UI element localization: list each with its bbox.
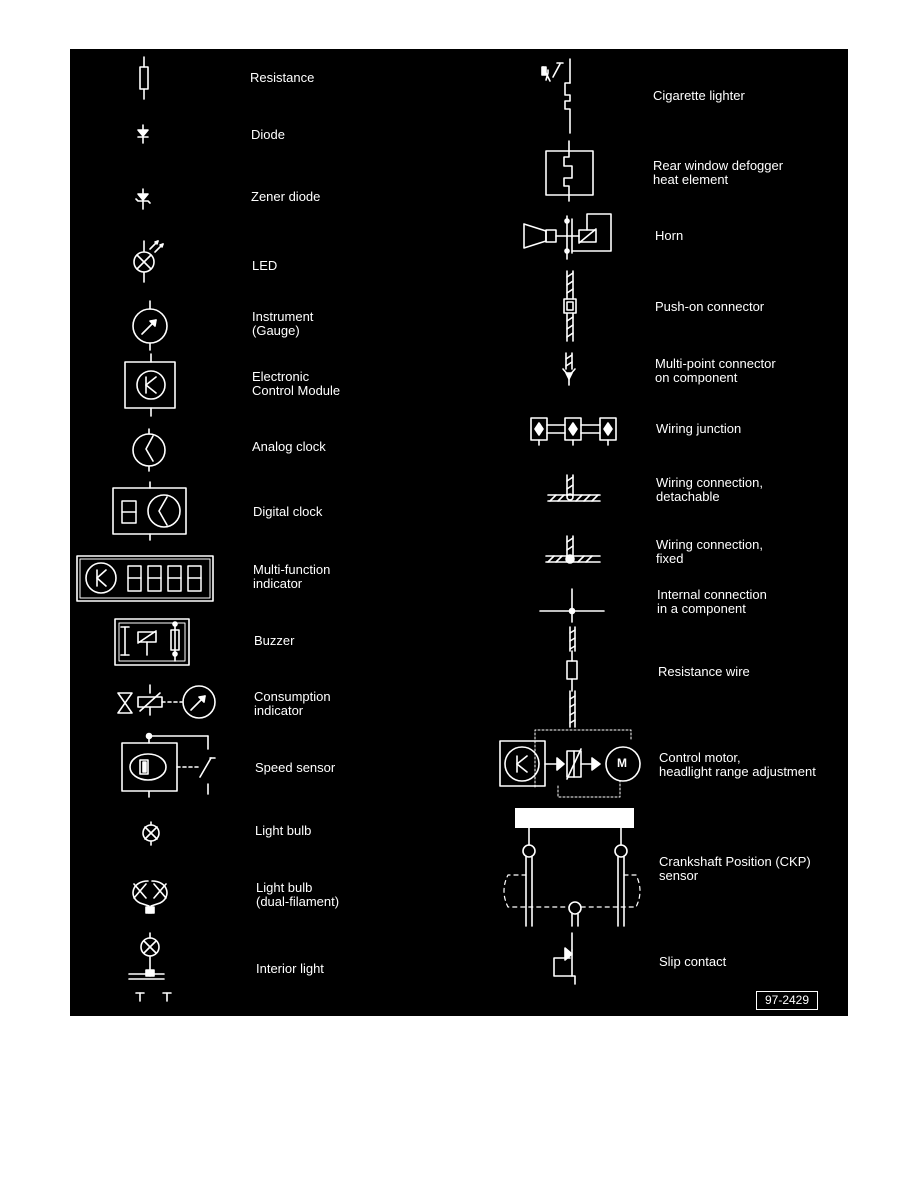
- digital-clock-symbol: [113, 482, 186, 540]
- multi-point-connector-symbol: [563, 353, 575, 385]
- label-led: LED: [252, 258, 278, 273]
- internal-connection-symbol: [540, 589, 604, 622]
- wiring-connection-fixed-symbol: [546, 536, 600, 563]
- label-ckp-sensor: Crankshaft Position (CKP) sensor: [659, 854, 811, 883]
- zener-diode-symbol: [136, 189, 150, 209]
- slip-contact-symbol: [554, 933, 575, 984]
- label-cigarette-lighter: Cigarette lighter: [653, 88, 745, 103]
- label-rear-window-defogger: Rear window defogger heat element: [653, 158, 784, 187]
- label-wiring-connection-detachable: Wiring connection, detachable: [656, 475, 763, 504]
- motor-letter: M: [617, 756, 627, 770]
- diode-symbol: [138, 125, 148, 143]
- label-diode: Diode: [251, 127, 285, 142]
- label-light-bulb-dual: Light bulb (dual-filament): [256, 880, 340, 909]
- label-slip-contact: Slip contact: [659, 954, 727, 969]
- symbol-chart-panel: [70, 49, 848, 1016]
- label-wiring-junction: Wiring junction: [656, 421, 742, 436]
- push-on-connector-symbol: [564, 271, 576, 341]
- ecm-symbol: [125, 354, 175, 416]
- resistance-wire-symbol: [567, 627, 577, 727]
- ckp-sensor-symbol: [504, 808, 640, 926]
- horn-symbol: [524, 214, 611, 259]
- label-horn: Horn: [655, 228, 684, 243]
- label-light-bulb: Light bulb: [255, 823, 312, 838]
- buzzer-symbol: [115, 619, 189, 665]
- label-internal-connection: Internal connection in a component: [657, 587, 767, 616]
- label-consumption-indicator: Consumption indicator: [254, 689, 331, 718]
- light-bulb-symbol: [143, 822, 159, 845]
- rear-window-defogger-symbol: [546, 141, 593, 201]
- label-instrument: Instrument (Gauge): [252, 309, 314, 338]
- wiring-connection-detachable-symbol: [548, 475, 600, 501]
- label-buzzer: Buzzer: [254, 633, 295, 648]
- light-bulb-dual-symbol: [133, 881, 167, 913]
- label-push-on-connector: Push-on connector: [655, 299, 765, 314]
- interior-light-symbol: [129, 933, 171, 1001]
- led-symbol: [134, 241, 163, 282]
- resistance-symbol: [140, 57, 148, 99]
- label-wiring-connection-fixed: Wiring connection, fixed: [656, 537, 763, 566]
- label-resistance: Resistance: [250, 70, 315, 85]
- label-interior-light: Interior light: [256, 961, 324, 976]
- figure-reference-number: 97-2429: [756, 991, 818, 1010]
- instrument-symbol: [133, 301, 167, 350]
- multi-function-indicator-symbol: [77, 556, 213, 601]
- analog-clock-symbol: [133, 429, 165, 471]
- label-multi-point-connector: Multi-point connector on component: [655, 356, 776, 385]
- label-control-motor: Control motor, headlight range adjustment: [659, 750, 816, 779]
- wiring-junction-symbol: [531, 418, 616, 445]
- label-ecm: Electronic Control Module: [252, 369, 341, 398]
- label-digital-clock: Digital clock: [253, 504, 323, 519]
- label-multi-function-indicator: Multi-function indicator: [253, 562, 331, 591]
- cigarette-lighter-symbol: [542, 59, 570, 133]
- label-resistance-wire: Resistance wire: [658, 664, 750, 679]
- consumption-indicator-symbol: [118, 685, 215, 718]
- label-analog-clock: Analog clock: [252, 439, 326, 454]
- speed-sensor-symbol: [122, 734, 215, 798]
- label-speed-sensor: Speed sensor: [255, 760, 336, 775]
- label-zener-diode: Zener diode: [251, 189, 321, 204]
